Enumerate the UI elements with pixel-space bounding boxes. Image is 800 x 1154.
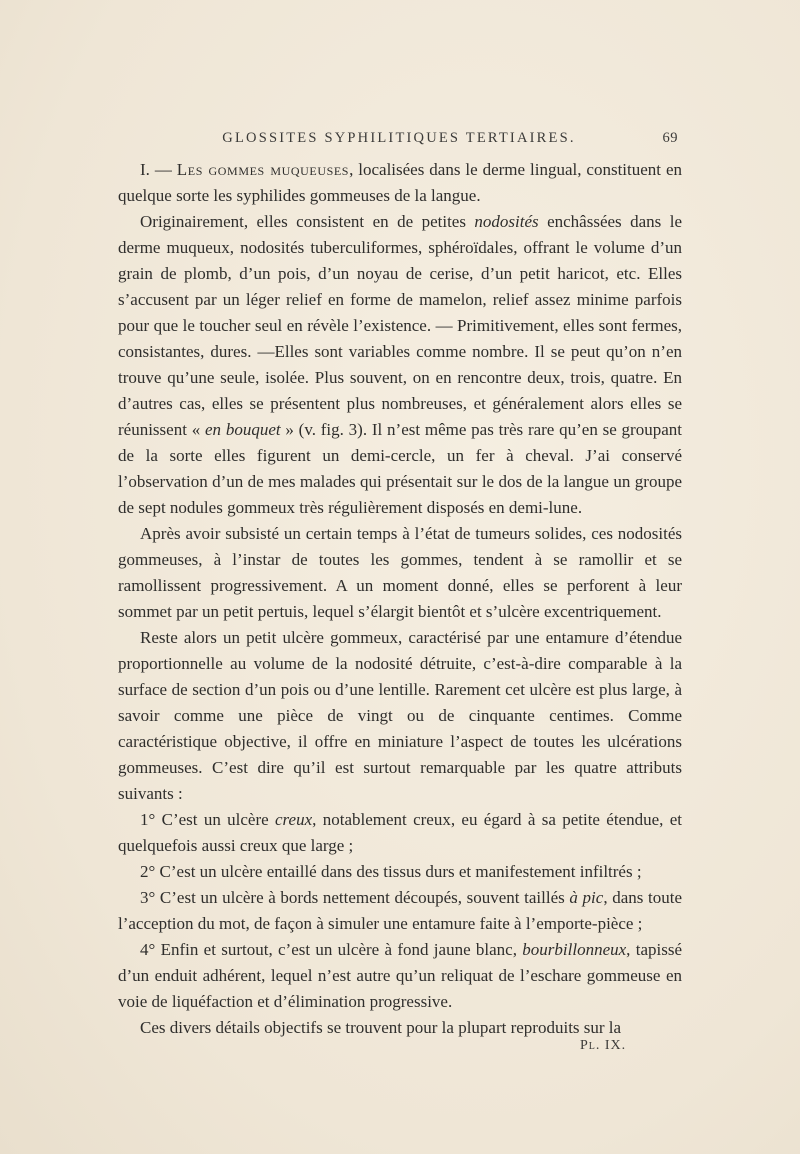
- paragraph-text: 1° C’est un ulcère: [140, 810, 276, 829]
- italic-term: creux: [275, 810, 313, 829]
- plate-reference: Pl. IX.: [580, 1038, 627, 1053]
- list-item-attribute-2: 2° C’est un ulcère entaillé dans des tissus durs et manifestement infiltrés ;: [140, 862, 642, 881]
- paragraph-text: , notablement creux, eu égard à sa petite étendue, et quelquefois aussi creux que large ;: [118, 810, 682, 855]
- section-numeral: I. —: [140, 160, 177, 179]
- paragraph-ces-divers: Ces divers détails objectifs se trouvent pour la plupart reproduits sur la: [140, 1018, 622, 1037]
- paragraph-ulcere-gommeux: Reste alors un petit ulcère gommeux, caractérisé par une entamure d’étendue proportionnelle au volume de la nodosité détruite, c’est-à-dire comparable à la surface de section d’un pois ou d’une lentille. Rarement cet ulcère est plus large, à savoir comme une pièce de vingt ou de cinquante centimes. Comme caractéristique objective, il offre en miniature l’aspect de toutes les ulcérations gommeuses. C’est dire qu’il est surtout remarquable par les quatre attributs suivants :: [118, 628, 682, 803]
- body-text: [118, 157, 682, 1041]
- section-heading: Les gommes muqueuses: [176, 160, 350, 179]
- italic-term: à pic: [569, 888, 604, 907]
- italic-term: nodosités: [474, 212, 539, 231]
- paragraph-text: , localisées dans le derme lingual, constituent en quelque sorte les syphilides gommeuses de la langue.: [118, 160, 682, 205]
- list-item-attribute-1: [118, 807, 682, 859]
- paragraph-ramollissement: Après avoir subsisté un certain temps à l’état de tumeurs solides, ces nodosités gommeuses, à l’instar de toutes les gommes, tendent à se ramollir et se ramollissent progressivement. A un moment donné, elles se perforent à leur sommet par un petit pertuis, lequel s’élargit bientôt et s’ulcère excentriquement.: [118, 524, 682, 621]
- paragraph-originairement: [118, 209, 682, 521]
- running-head: [118, 130, 680, 150]
- paragraph-text: , tapissé d’un enduit adhérent, lequel n’est autre qu’un reliquat de l’eschare gommeuse en voie de liquéfaction et d’élimination progressive.: [118, 940, 682, 1011]
- paragraph-text: Originairement, elles consistent en de petites: [140, 212, 475, 231]
- paragraph-text: enchâssées dans le derme muqueux, nodosités tuberculiformes, sphéroïdales, offrant le volume d’un grain de plomb, d’un pois, d’un noyau de cerise, d’un petit haricot, etc. Elles s’accusent par un léger relief en forme de mamelon, relief assez minime parfois pour que le toucher seul en révèle l’existence. — Primitivement, elles sont fermes, consistantes, dures. —Elles sont variables comme nombre. Il se peut qu’on n’en trouve qu’une seule, isolée. Plus souvent, on en rencontre deux, trois, quatre. En d’autres cas, elles se présentent plus nombreuses, et généralement alors elles se réunissent «: [118, 212, 682, 439]
- running-head-title: GLOSSITES SYPHILITIQUES TERTIAIRES.: [222, 130, 576, 146]
- list-item-attribute-4: [118, 937, 682, 1015]
- paragraph-text: , dans toute l’acception du mot, de façon à simuler une entamure faite à l’emporte-pièce ;: [118, 888, 682, 933]
- paragraph-text: » (v. fig. 3). Il n’est même pas très rare qu’en se groupant de la sorte elles figurent un demi-cercle, un fer à cheval. J’ai conservé l’observation d’un de mes malades qui présentait sur le dos de la langue un groupe de sept nodules gommeux très régulièrement disposés en demi-lune.: [118, 420, 682, 517]
- paragraph-text: 4° Enfin et surtout, c’est un ulcère à fond jaune blanc,: [140, 940, 523, 959]
- italic-term: bourbillonneux: [522, 940, 627, 959]
- paragraph-text: 3° C’est un ulcère à bords nettement découpés, souvent taillés: [140, 888, 570, 907]
- italic-term: en bouquet: [205, 420, 281, 439]
- list-item-attribute-3: [118, 885, 682, 937]
- paragraph-gommes-muqueuses: [118, 157, 682, 209]
- page-number: 69: [662, 130, 678, 146]
